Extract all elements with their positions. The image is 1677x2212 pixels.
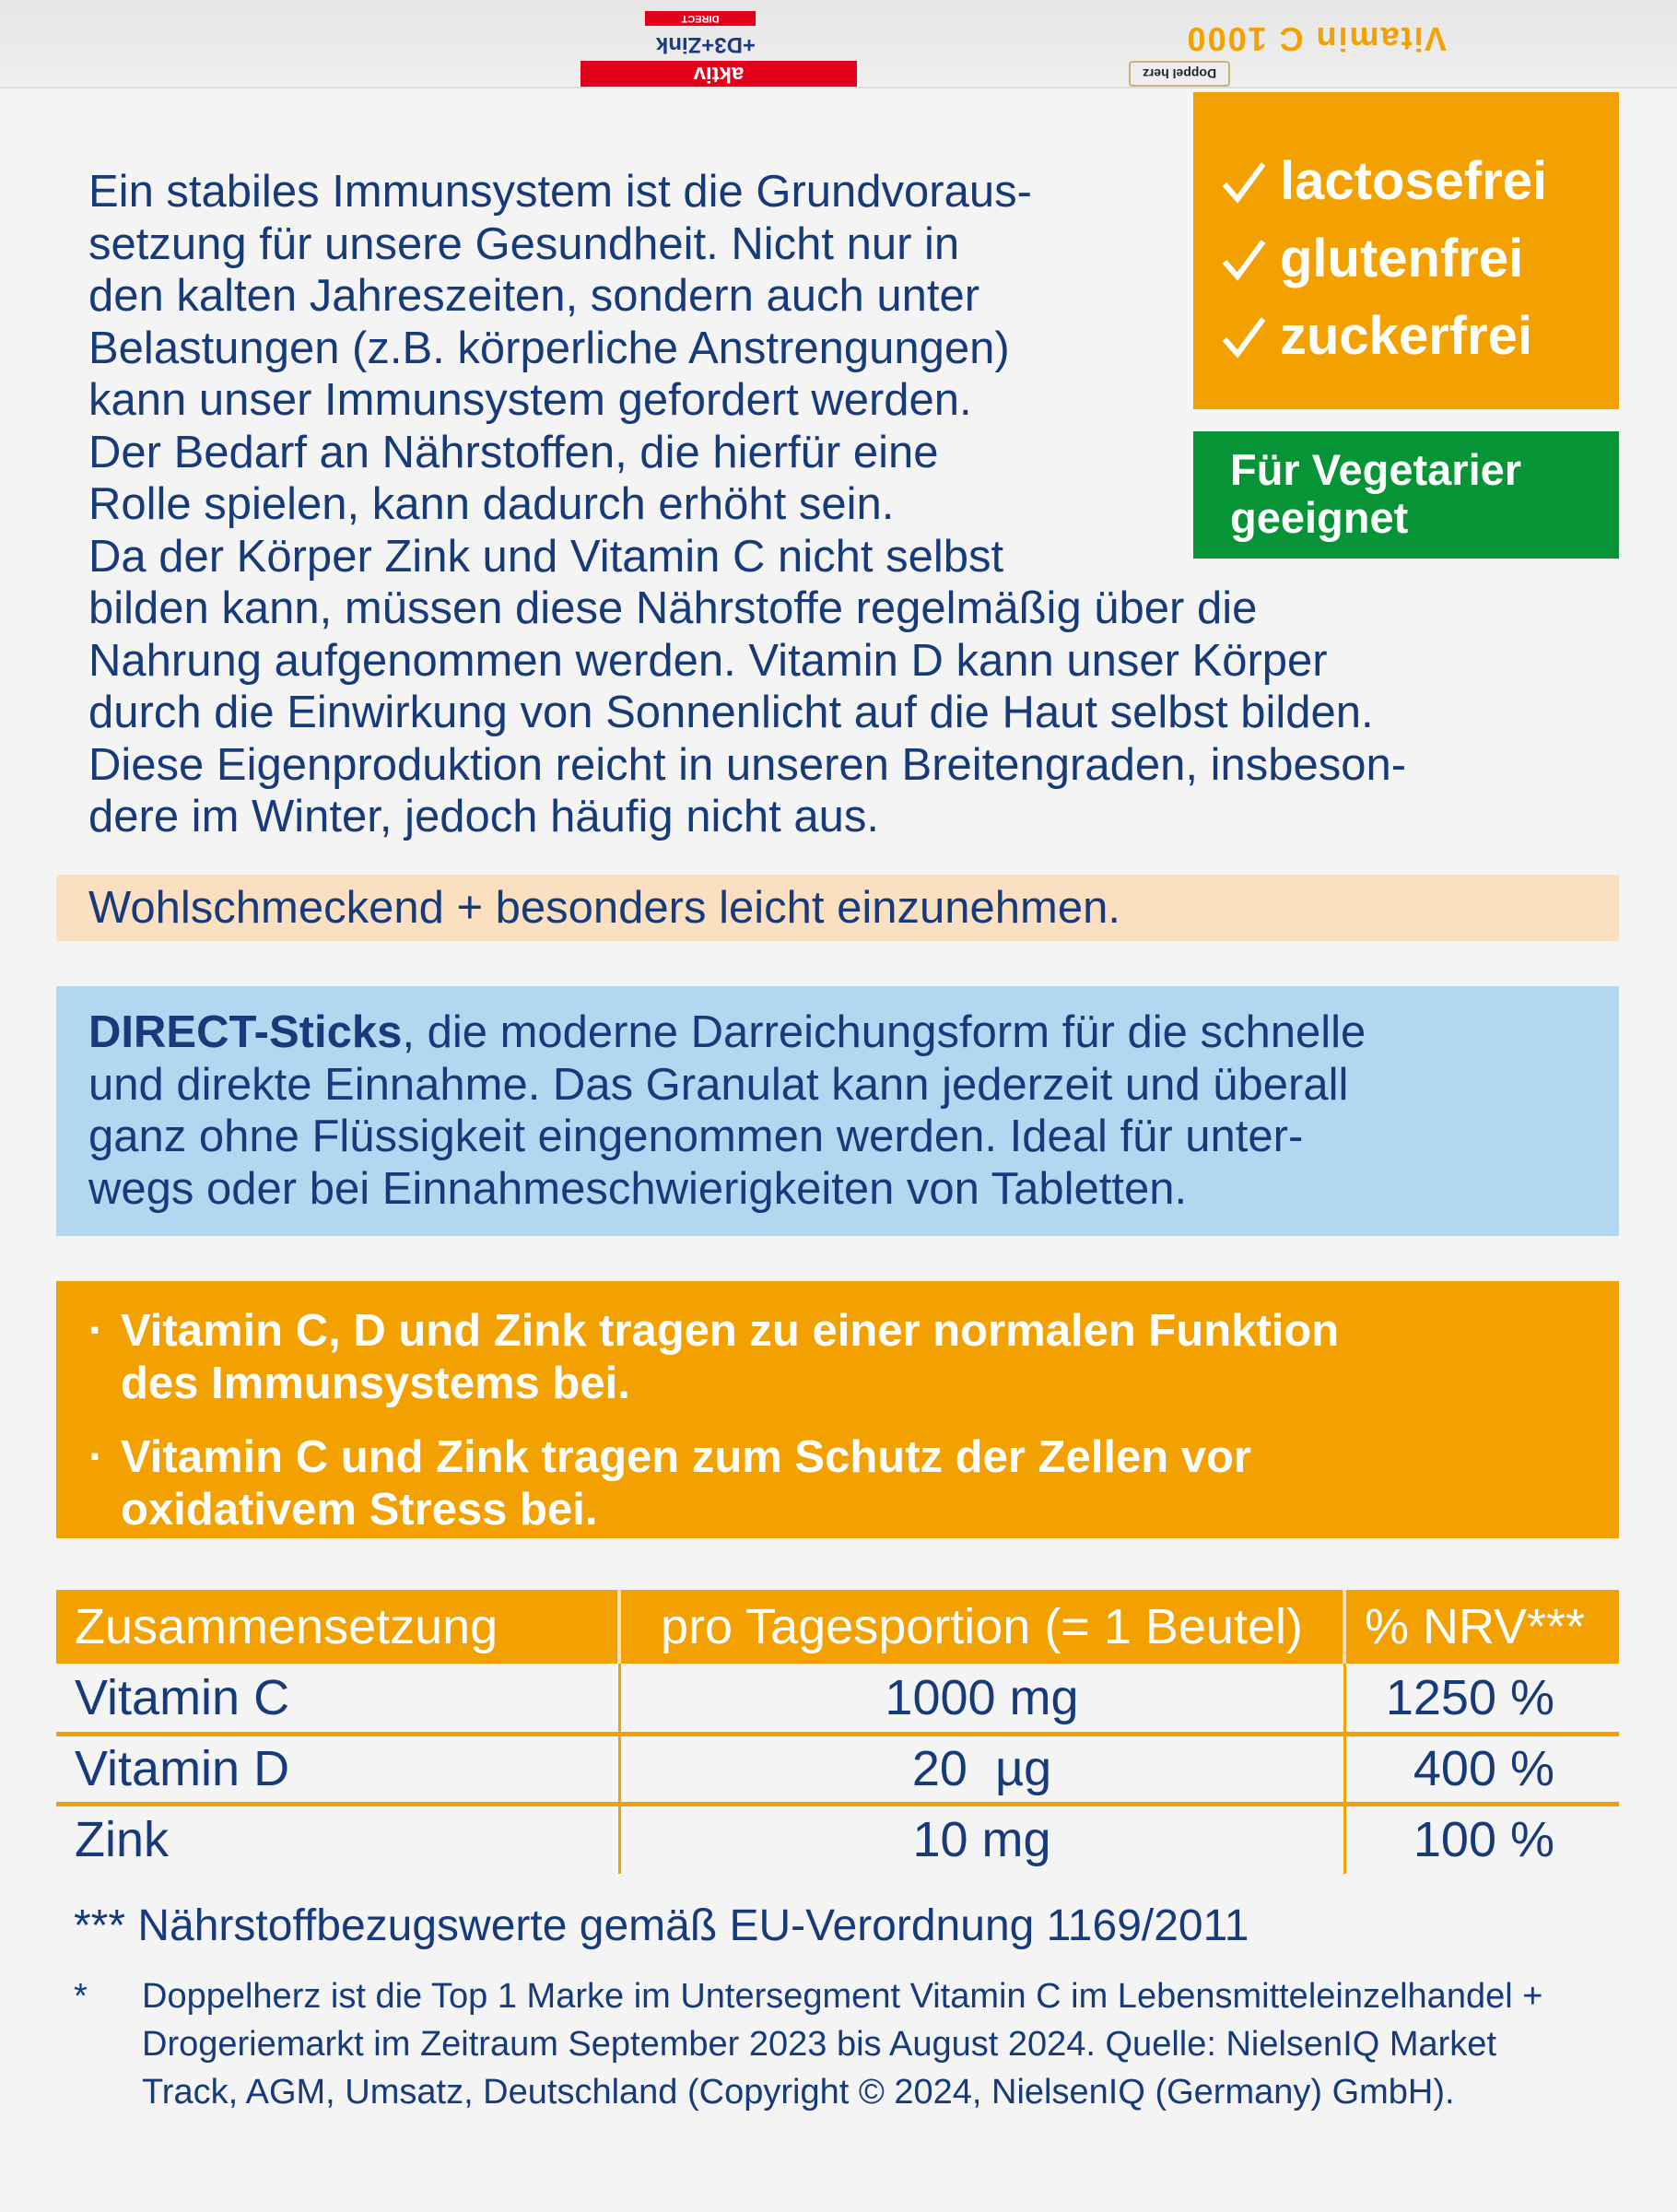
text-line: Drogeriemarkt im Zeitraum September 2023 bis August 2024. Quelle: NielsenIQ Market: [142, 2025, 1496, 2064]
text-line: bilden kann, müssen diese Nährstoffe regelmäßig über die: [88, 583, 1258, 633]
text-line: Track, AGM, Umsatz, Deutschland (Copyright © 2024, NielsenIQ (Germany) GmbH).: [142, 2073, 1455, 2112]
text-line: und direkte Einnahme. Das Granulat kann jederzeit und überall: [88, 1059, 1349, 1110]
table-header: [56, 1590, 1619, 1664]
nrv-percent: 100 %: [1413, 1812, 1554, 1868]
nrv-percent: 1250 %: [1344, 1664, 1619, 1734]
checkmark-icon: [1221, 236, 1267, 282]
check-item: [1221, 306, 1532, 367]
text-line: wegs oder bei Einnahmeschwierigkeiten von Tabletten.: [88, 1163, 1188, 1214]
nutrient-name: Zink: [56, 1804, 619, 1874]
text-line: Nahrung aufgenommen werden. Vitamin D kann unser Körper: [88, 635, 1328, 686]
checkmark-icon: [1221, 313, 1267, 359]
text-line: Vitamin C und Zink tragen zum Schutz der Zellen vor: [121, 1432, 1251, 1482]
text-line: Ein stabiles Immunsystem ist die Grundvoraus-: [88, 167, 1032, 217]
nrv-percent: 400 %: [1344, 1734, 1619, 1804]
market-footnote: [74, 1972, 1542, 2116]
direct-sticks-heading: DIRECT-Sticks: [88, 1007, 403, 1057]
brand-logo: Doppel herz: [1129, 61, 1230, 87]
text-line: Rolle spielen, kann dadurch erhöht sein.: [88, 479, 895, 529]
badge-line: geeignet: [1230, 493, 1409, 542]
direct-label: DIRECT: [645, 11, 756, 26]
direct-sticks-info: [56, 986, 1619, 1236]
amount: 1000 mg: [619, 1664, 1344, 1734]
claim-item: [88, 1305, 1619, 1409]
text-line: ganz ohne Flüssigkeit eingenommen werden. Ideal für unter-: [88, 1112, 1304, 1161]
product-title: Vitamin C 1000: [1185, 20, 1447, 58]
nutrient-name: Vitamin C: [56, 1664, 619, 1734]
check-label: glutenfrei: [1280, 229, 1524, 288]
bullet-icon: ·: [88, 1306, 104, 1356]
taste-banner: Wohlschmeckend + besonders leicht einzunehmen.: [56, 875, 1619, 941]
nutrient-name: Vitamin D: [56, 1734, 619, 1804]
text-line: durch die Einwirkung von Sonnenlicht auf die Haut selbst bilden.: [88, 688, 1374, 737]
text-line: setzung für unsere Gesundheit. Nicht nur in: [88, 218, 960, 269]
free-from-box: [1193, 92, 1619, 409]
column-header: Zusammensetzung: [56, 1590, 619, 1664]
aktiv-badge: aktiv: [580, 61, 857, 87]
claim-item: [88, 1431, 1619, 1535]
amount: 10 mg: [619, 1804, 1344, 1874]
health-claims: [56, 1281, 1619, 1538]
amount: 20 µg: [619, 1734, 1344, 1804]
text-line: Vitamin C, D und Zink tragen zu einer normalen Funktion: [121, 1306, 1340, 1356]
check-label: lactosefrei: [1280, 151, 1548, 211]
text-line: des Immunsystems bei.: [121, 1358, 630, 1408]
text-line: den kalten Jahreszeiten, sondern auch unter: [88, 271, 980, 321]
check-item: [1221, 229, 1523, 289]
checkmark-icon: [1221, 159, 1267, 205]
table-row: [56, 1804, 1619, 1874]
text-line: Da der Körper Zink und Vitamin C nicht selbst: [88, 531, 1004, 582]
vegetarian-badge: [1193, 431, 1619, 559]
package-top-flap: [0, 0, 1677, 88]
text-line: oxidativem Stress bei.: [121, 1484, 598, 1535]
nutrition-table: [56, 1590, 1619, 1874]
text-line: Der Bedarf an Nährstoffen, die hierfür eine: [88, 427, 939, 477]
table-row: [56, 1664, 1619, 1734]
nrv-footnote: *** Nährstoffbezugswerte gemäß EU-Verordnung 1169/2011: [74, 1901, 1249, 1950]
table-row: [56, 1734, 1619, 1804]
text-line: Belastungen (z.B. körperliche Anstrengungen): [88, 323, 1010, 373]
text-line: , die moderne Darreichungsform für die schnelle: [402, 1007, 1366, 1057]
bullet-icon: ·: [88, 1432, 104, 1482]
text-line: dere im Winter, jedoch häufig nicht aus.: [88, 792, 879, 841]
check-item: [1221, 151, 1547, 212]
text-line: kann unser Immunsystem gefordert werden.: [88, 375, 972, 425]
product-subtitle: +D3+Zink: [655, 32, 756, 57]
text-line: Doppelherz ist die Top 1 Marke im Untersegment Vitamin C im Lebensmitteleinzelhandel +: [142, 1977, 1543, 2016]
column-header: pro Tagesportion (= 1 Beutel): [619, 1590, 1344, 1664]
footnote-mark: *: [74, 1977, 88, 2016]
column-header: % NRV***: [1344, 1590, 1619, 1664]
badge-line: Für Vegetarier: [1230, 445, 1522, 494]
check-label: zuckerfrei: [1280, 306, 1533, 366]
text-line: Diese Eigenproduktion reicht in unseren Breitengraden, insbeson-: [88, 739, 1407, 790]
